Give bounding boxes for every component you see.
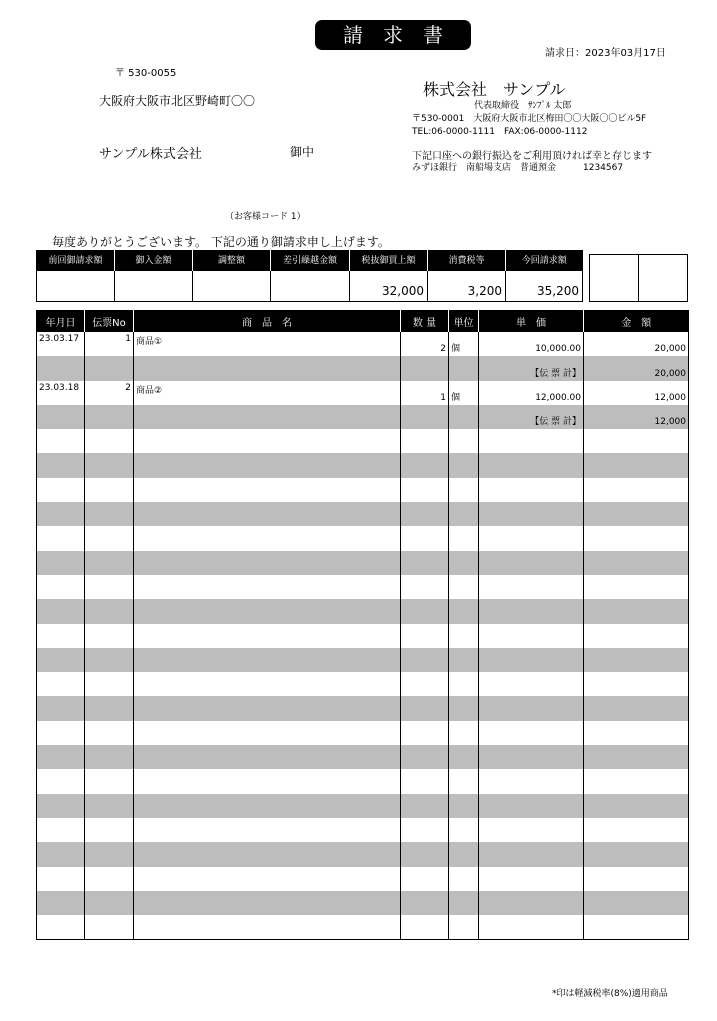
cell-no	[85, 551, 134, 575]
cell-no: 1	[85, 332, 134, 356]
cell-no	[85, 599, 134, 623]
cell-amount	[584, 429, 689, 453]
cell-amount	[584, 453, 689, 477]
summary-header: 消費税等	[428, 250, 506, 270]
cell-item	[134, 502, 401, 526]
cell-no	[85, 478, 134, 502]
cell-item	[134, 478, 401, 502]
cell-date	[37, 794, 85, 818]
cell-amount	[584, 599, 689, 623]
cell-amount: 12,000	[584, 405, 689, 429]
cell-qty	[401, 769, 449, 793]
cell-price	[479, 551, 584, 575]
cell-price: 10,000.00	[479, 332, 584, 356]
cell-unit	[449, 818, 479, 842]
cell-amount	[584, 891, 689, 915]
cell-item: 商品②	[134, 381, 401, 405]
table-row	[37, 526, 689, 550]
cell-item	[134, 672, 401, 696]
cell-no	[85, 356, 134, 380]
cell-no	[85, 453, 134, 477]
summary-value	[271, 270, 350, 301]
cell-no	[85, 429, 134, 453]
table-row	[37, 721, 689, 745]
cell-item	[134, 721, 401, 745]
cell-item	[134, 867, 401, 891]
cell-no	[85, 672, 134, 696]
issue-date: 請求日：2023年03月17日	[545, 48, 666, 59]
cell-date: 23.03.18	[37, 381, 85, 405]
cell-no	[85, 794, 134, 818]
cell-no	[85, 575, 134, 599]
cell-date	[37, 478, 85, 502]
cell-no	[85, 915, 134, 939]
cell-item	[134, 915, 401, 939]
bank-note: 下記口座への銀行振込をご利用頂ければ幸と存じます	[412, 151, 652, 162]
detail-header: 金 額	[584, 310, 689, 332]
stamp-box	[590, 255, 638, 301]
cell-qty	[401, 794, 449, 818]
cell-item	[134, 551, 401, 575]
cell-amount	[584, 867, 689, 891]
cell-price	[479, 696, 584, 720]
cell-qty	[401, 891, 449, 915]
cell-amount	[584, 502, 689, 526]
cell-qty	[401, 356, 449, 380]
cell-no	[85, 818, 134, 842]
cell-amount	[584, 624, 689, 648]
cell-item	[134, 356, 401, 380]
table-row	[37, 405, 689, 429]
cell-unit	[449, 405, 479, 429]
cell-qty	[401, 818, 449, 842]
cell-unit	[449, 356, 479, 380]
cell-amount	[584, 745, 689, 769]
cell-amount	[584, 818, 689, 842]
cell-qty	[401, 599, 449, 623]
table-row	[37, 769, 689, 793]
cell-item	[134, 429, 401, 453]
detail-header: 単 価	[479, 310, 584, 332]
table-row	[37, 915, 689, 939]
cell-unit	[449, 599, 479, 623]
detail-header: 単位	[449, 310, 479, 332]
summary-value	[37, 270, 115, 301]
table-row	[37, 818, 689, 842]
cell-unit	[449, 624, 479, 648]
cell-qty	[401, 867, 449, 891]
cell-qty	[401, 842, 449, 866]
cell-item	[134, 575, 401, 599]
table-row	[37, 551, 689, 575]
cell-item	[134, 526, 401, 550]
table-row	[37, 745, 689, 769]
cell-date	[37, 818, 85, 842]
cell-qty	[401, 526, 449, 550]
cell-amount	[584, 526, 689, 550]
cell-date	[37, 891, 85, 915]
cell-price	[479, 429, 584, 453]
table-row	[37, 575, 689, 599]
cell-unit	[449, 721, 479, 745]
cell-no	[85, 502, 134, 526]
cell-item	[134, 648, 401, 672]
cell-amount	[584, 672, 689, 696]
cell-date	[37, 745, 85, 769]
cell-price	[479, 478, 584, 502]
cell-no	[85, 891, 134, 915]
cell-price	[479, 769, 584, 793]
cell-qty	[401, 624, 449, 648]
detail-header: 伝票No	[85, 310, 134, 332]
cell-date	[37, 721, 85, 745]
cell-unit	[449, 794, 479, 818]
cell-amount: 12,000	[584, 381, 689, 405]
cell-date	[37, 453, 85, 477]
stamp-box	[638, 255, 687, 301]
cell-date	[37, 769, 85, 793]
cell-date	[37, 405, 85, 429]
table-row	[37, 381, 689, 405]
cell-unit: 個	[449, 332, 479, 356]
cell-price	[479, 745, 584, 769]
cell-date	[37, 672, 85, 696]
cell-date	[37, 502, 85, 526]
cell-no	[85, 624, 134, 648]
cell-no	[85, 769, 134, 793]
table-row	[37, 332, 689, 356]
cell-unit	[449, 915, 479, 939]
cell-amount: 20,000	[584, 332, 689, 356]
cell-qty: 1	[401, 381, 449, 405]
cell-unit	[449, 696, 479, 720]
summary-header: 調整額	[193, 250, 271, 270]
table-row	[37, 891, 689, 915]
cell-qty	[401, 429, 449, 453]
cell-price: 12,000.00	[479, 381, 584, 405]
cell-price	[479, 599, 584, 623]
cell-price: 【伝 票 計】	[479, 405, 584, 429]
cell-price	[479, 648, 584, 672]
cell-date	[37, 696, 85, 720]
cell-qty	[401, 696, 449, 720]
cell-amount	[584, 721, 689, 745]
cell-qty	[401, 551, 449, 575]
cell-date	[37, 867, 85, 891]
cell-qty	[401, 745, 449, 769]
stamp-boxes	[589, 254, 688, 302]
cell-qty	[401, 405, 449, 429]
cell-no	[85, 526, 134, 550]
cell-price	[479, 453, 584, 477]
summary-value	[115, 270, 193, 301]
recipient-postal: 〒 530-0055	[115, 68, 177, 79]
cell-no	[85, 648, 134, 672]
cell-no	[85, 721, 134, 745]
table-row	[37, 624, 689, 648]
cell-price: 【伝 票 計】	[479, 356, 584, 380]
cell-item	[134, 405, 401, 429]
cell-price	[479, 891, 584, 915]
cell-date: 23.03.17	[37, 332, 85, 356]
cell-unit	[449, 769, 479, 793]
cell-unit	[449, 842, 479, 866]
cell-item	[134, 624, 401, 648]
table-row	[37, 867, 689, 891]
cell-item	[134, 842, 401, 866]
cell-qty	[401, 648, 449, 672]
cell-amount	[584, 575, 689, 599]
cell-amount: 20,000	[584, 356, 689, 380]
cell-price	[479, 672, 584, 696]
summary-header: 今回請求額	[506, 250, 583, 270]
cell-item	[134, 891, 401, 915]
cell-price	[479, 624, 584, 648]
summary-header: 差引繰越金額	[271, 250, 350, 270]
summary-header: 御入金額	[115, 250, 193, 270]
document-title: 請求書	[315, 20, 471, 50]
cell-price	[479, 575, 584, 599]
table-row	[37, 478, 689, 502]
cell-qty	[401, 502, 449, 526]
recipient-name: サンプル株式会社	[99, 147, 202, 162]
cell-item: 商品①	[134, 332, 401, 356]
greeting: 毎度ありがとうございます。 下記の通り御請求申し上げます。	[52, 235, 390, 249]
summary-table	[36, 250, 583, 302]
cell-item	[134, 696, 401, 720]
table-row	[37, 356, 689, 380]
cell-qty	[401, 672, 449, 696]
issuer-address: 〒530-0001 大阪府大阪市北区梅田〇〇大阪〇〇ビル5F	[412, 114, 647, 124]
cell-no	[85, 842, 134, 866]
footer-note: *印は軽減税率(8%)適用商品	[552, 989, 668, 999]
cell-unit	[449, 502, 479, 526]
cell-date	[37, 624, 85, 648]
table-row	[37, 453, 689, 477]
cell-price	[479, 794, 584, 818]
issuer-company: 株式会社 サンプル	[423, 80, 566, 99]
cell-date	[37, 429, 85, 453]
customer-code: （お客様コード 1）	[225, 212, 306, 222]
cell-date	[37, 842, 85, 866]
detail-header: 数 量	[401, 310, 449, 332]
cell-date	[37, 599, 85, 623]
table-row	[37, 648, 689, 672]
cell-date	[37, 356, 85, 380]
cell-unit	[449, 745, 479, 769]
summary-value: 35,200	[506, 270, 583, 301]
cell-item	[134, 599, 401, 623]
cell-unit	[449, 867, 479, 891]
cell-item	[134, 453, 401, 477]
cell-price	[479, 818, 584, 842]
cell-date	[37, 551, 85, 575]
cell-no	[85, 405, 134, 429]
cell-date	[37, 526, 85, 550]
cell-price	[479, 502, 584, 526]
cell-item	[134, 745, 401, 769]
cell-qty	[401, 721, 449, 745]
summary-header: 税抜御買上額	[350, 250, 428, 270]
cell-amount	[584, 794, 689, 818]
cell-price	[479, 915, 584, 939]
recipient-honorific: 御中	[290, 145, 315, 159]
table-row	[37, 429, 689, 453]
cell-qty	[401, 915, 449, 939]
cell-qty	[401, 453, 449, 477]
cell-amount	[584, 842, 689, 866]
cell-price	[479, 842, 584, 866]
cell-unit	[449, 891, 479, 915]
summary-value: 3,200	[428, 270, 506, 301]
cell-unit	[449, 526, 479, 550]
detail-table	[36, 310, 689, 940]
cell-unit: 個	[449, 381, 479, 405]
cell-price	[479, 867, 584, 891]
cell-no	[85, 745, 134, 769]
recipient-address: 大阪府大阪市北区野崎町〇〇	[99, 94, 256, 108]
cell-amount	[584, 551, 689, 575]
cell-item	[134, 794, 401, 818]
cell-unit	[449, 453, 479, 477]
table-row	[37, 794, 689, 818]
cell-amount	[584, 696, 689, 720]
detail-header: 商 品 名	[134, 310, 401, 332]
cell-date	[37, 915, 85, 939]
issuer-representative: 代表取締役 ｻﾝﾌﾟﾙ 太郎	[474, 101, 572, 111]
table-row	[37, 672, 689, 696]
cell-amount	[584, 478, 689, 502]
cell-price	[479, 721, 584, 745]
cell-price	[479, 526, 584, 550]
cell-date	[37, 575, 85, 599]
summary-header: 前回御請求額	[37, 250, 115, 270]
cell-no: 2	[85, 381, 134, 405]
cell-unit	[449, 575, 479, 599]
cell-qty	[401, 575, 449, 599]
table-row	[37, 696, 689, 720]
bank-info: みずほ銀行 南船場支店 普通預金 1234567	[412, 163, 624, 173]
cell-qty: 2	[401, 332, 449, 356]
summary-value: 32,000	[350, 270, 428, 301]
cell-unit	[449, 672, 479, 696]
table-row	[37, 502, 689, 526]
cell-qty	[401, 478, 449, 502]
cell-no	[85, 696, 134, 720]
cell-unit	[449, 551, 479, 575]
cell-unit	[449, 429, 479, 453]
summary-value	[193, 270, 271, 301]
issuer-contact: TEL:06-0000-1111 FAX:06-0000-1112	[412, 127, 588, 137]
cell-unit	[449, 648, 479, 672]
table-row	[37, 599, 689, 623]
table-row	[37, 842, 689, 866]
cell-unit	[449, 478, 479, 502]
cell-amount	[584, 648, 689, 672]
cell-amount	[584, 915, 689, 939]
cell-item	[134, 769, 401, 793]
cell-date	[37, 648, 85, 672]
cell-item	[134, 818, 401, 842]
cell-amount	[584, 769, 689, 793]
cell-no	[85, 867, 134, 891]
detail-header: 年月日	[37, 310, 85, 332]
